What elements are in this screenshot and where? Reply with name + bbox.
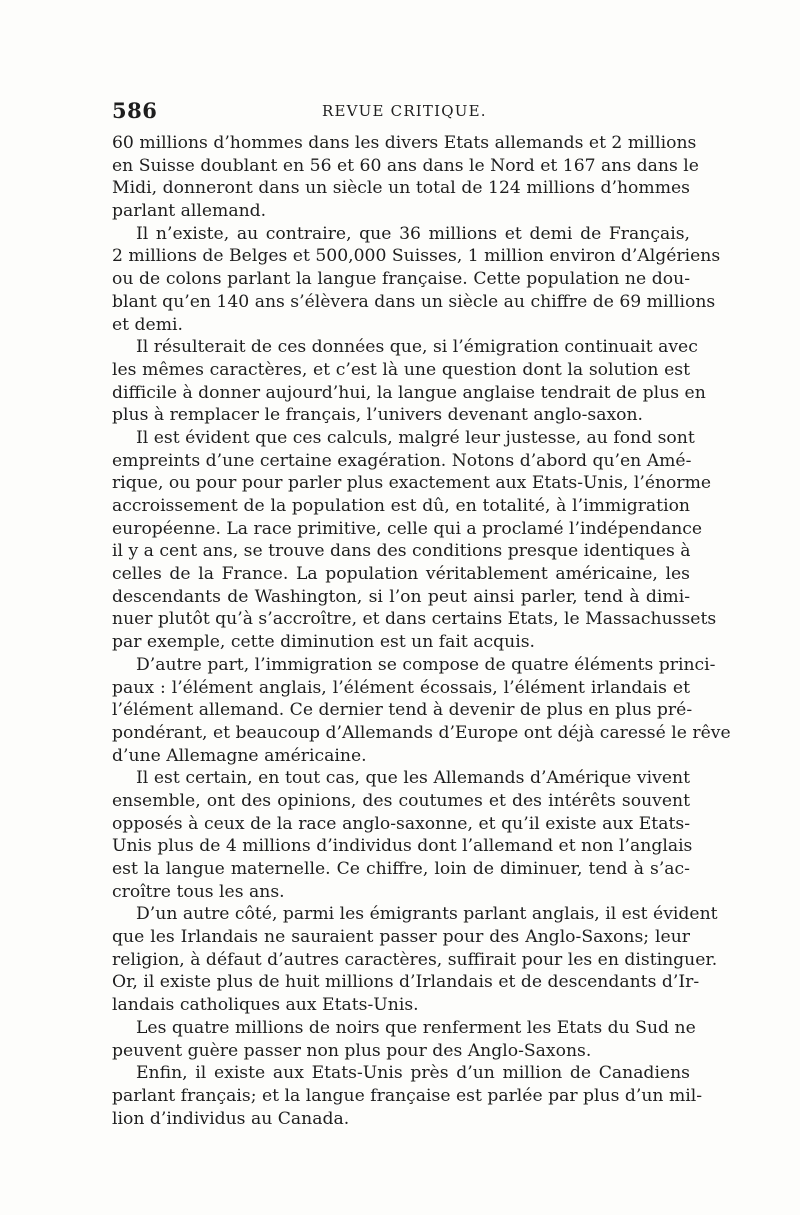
paragraph-start-line: Il n’existe, au contraire, que 36 millions et demi de Français,	[136, 223, 690, 244]
text-line: Unis plus de 4 millions d’individus dont l’allemand et non l’anglais	[112, 836, 693, 857]
text-line: 60 millions d’hommes dans les divers Etats allemands et 2 millions	[112, 133, 697, 153]
page-number: 586	[112, 98, 158, 123]
paragraph-start-line: D’un autre côté, parmi les émigrants parlant anglais, il est évident	[136, 904, 718, 925]
text-line: que les Irlandais ne sauraient passer pour des Anglo-Saxons; leur	[112, 927, 690, 948]
text-line: ou de colons parlant la langue française. Cette population ne dou-	[112, 269, 690, 290]
text-line: en Suisse doublant en 56 et 60 ans dans le Nord et 167 ans dans le	[112, 155, 699, 176]
text-line: peuvent guère passer non plus pour des Anglo-Saxons.	[112, 1040, 592, 1061]
paragraph-start-line: Enfin, il existe aux Etats-Unis près d’un million de Canadiens	[136, 1063, 690, 1084]
text-line: religion, à défaut d’autres caractères, suffirait pour les en distinguer.	[112, 949, 718, 970]
text-line: landais catholiques aux Etats-Unis.	[112, 995, 419, 1016]
paragraph-start-line: Les quatre millions de noirs que renferment les Etats du Sud ne	[136, 1017, 696, 1038]
text-line: lion d’individus au Canada.	[112, 1108, 350, 1129]
text-line: parlant français; et la langue française est parlée par plus d’un mil-	[112, 1085, 703, 1106]
text-line: opposés à ceux de la race anglo-saxonne, et qu’il existe aux Etats-	[112, 813, 690, 834]
running-title: REVUE CRITIQUE.	[322, 102, 487, 120]
text-line: d’une Allemagne américaine.	[112, 745, 367, 766]
paragraph-start-line: Il est certain, en tout cas, que les Allemands d’Amérique vivent	[136, 768, 690, 789]
text-line: européenne. La race primitive, celle qui a proclamé l’indépendance	[112, 518, 703, 539]
body-text	[112, 132, 731, 1130]
text-line: blant qu’en 140 ans s’élèvera dans un siècle au chiffre de 69 millions	[112, 291, 716, 312]
text-line: accroissement de la population est dû, en totalité, à l’immigration	[112, 496, 690, 516]
text-line: celles de la France. La population véritablement américaine, les	[112, 564, 690, 585]
page-header	[112, 98, 690, 126]
text-line: parlant allemand.	[112, 201, 267, 222]
text-line: empreints d’une certaine exagération. Notons d’abord qu’en Amé-	[112, 450, 692, 471]
text-line: 2 millions de Belges et 500,000 Suisses, 1 million environ d’Algériens	[112, 246, 721, 267]
text-line: est la langue maternelle. Ce chiffre, loin de diminuer, tend à s’ac-	[112, 859, 690, 879]
text-line: descendants de Washington, si l’on peut ainsi parler, tend à dimi-	[112, 586, 690, 607]
text-line: plus à remplacer le français, l’univers devenant anglo-saxon.	[112, 405, 644, 426]
text-line: et demi.	[112, 314, 183, 335]
text-line: Or, il existe plus de huit millions d’Irlandais et de descendants d’Ir-	[112, 972, 700, 993]
paragraph-start-line: Il est évident que ces calculs, malgré leur justesse, au fond sont	[136, 427, 695, 448]
text-line: difficile à donner aujourd’hui, la langue anglaise tendrait de plus en	[112, 382, 706, 403]
text-line: il y a cent ans, se trouve dans des conditions presque identiques à	[112, 541, 691, 562]
text-line: Midi, donneront dans un siècle un total de 124 millions d’hommes	[112, 178, 690, 199]
text-line: l’élément allemand. Ce dernier tend à devenir de plus en plus pré-	[112, 700, 693, 721]
text-line: ensemble, ont des opinions, des coutumes et des intérêts souvent	[112, 790, 690, 811]
text-line: les mêmes caractères, et c’est là une question dont la solution est	[112, 359, 690, 380]
text-line: rique, ou pour pour parler plus exactement aux Etats-Unis, l’énorme	[112, 473, 712, 494]
text-line: nuer plutôt qu’à s’accroître, et dans certains Etats, le Massachussets	[112, 609, 717, 630]
text-line: paux : l’élément anglais, l’élément écossais, l’élément irlandais et	[112, 677, 690, 698]
paragraph-start-line: Il résulterait de ces données que, si l’émigration continuait avec	[136, 337, 698, 358]
text-line: pondérant, et beaucoup d’Allemands d’Europe ont déjà caressé le rêve	[112, 722, 731, 743]
text-line: par exemple, cette diminution est un fait acquis.	[112, 632, 535, 653]
paragraph-start-line: D’autre part, l’immigration se compose de quatre éléments princi-	[136, 654, 716, 675]
text-line: croître tous les ans.	[112, 881, 285, 902]
